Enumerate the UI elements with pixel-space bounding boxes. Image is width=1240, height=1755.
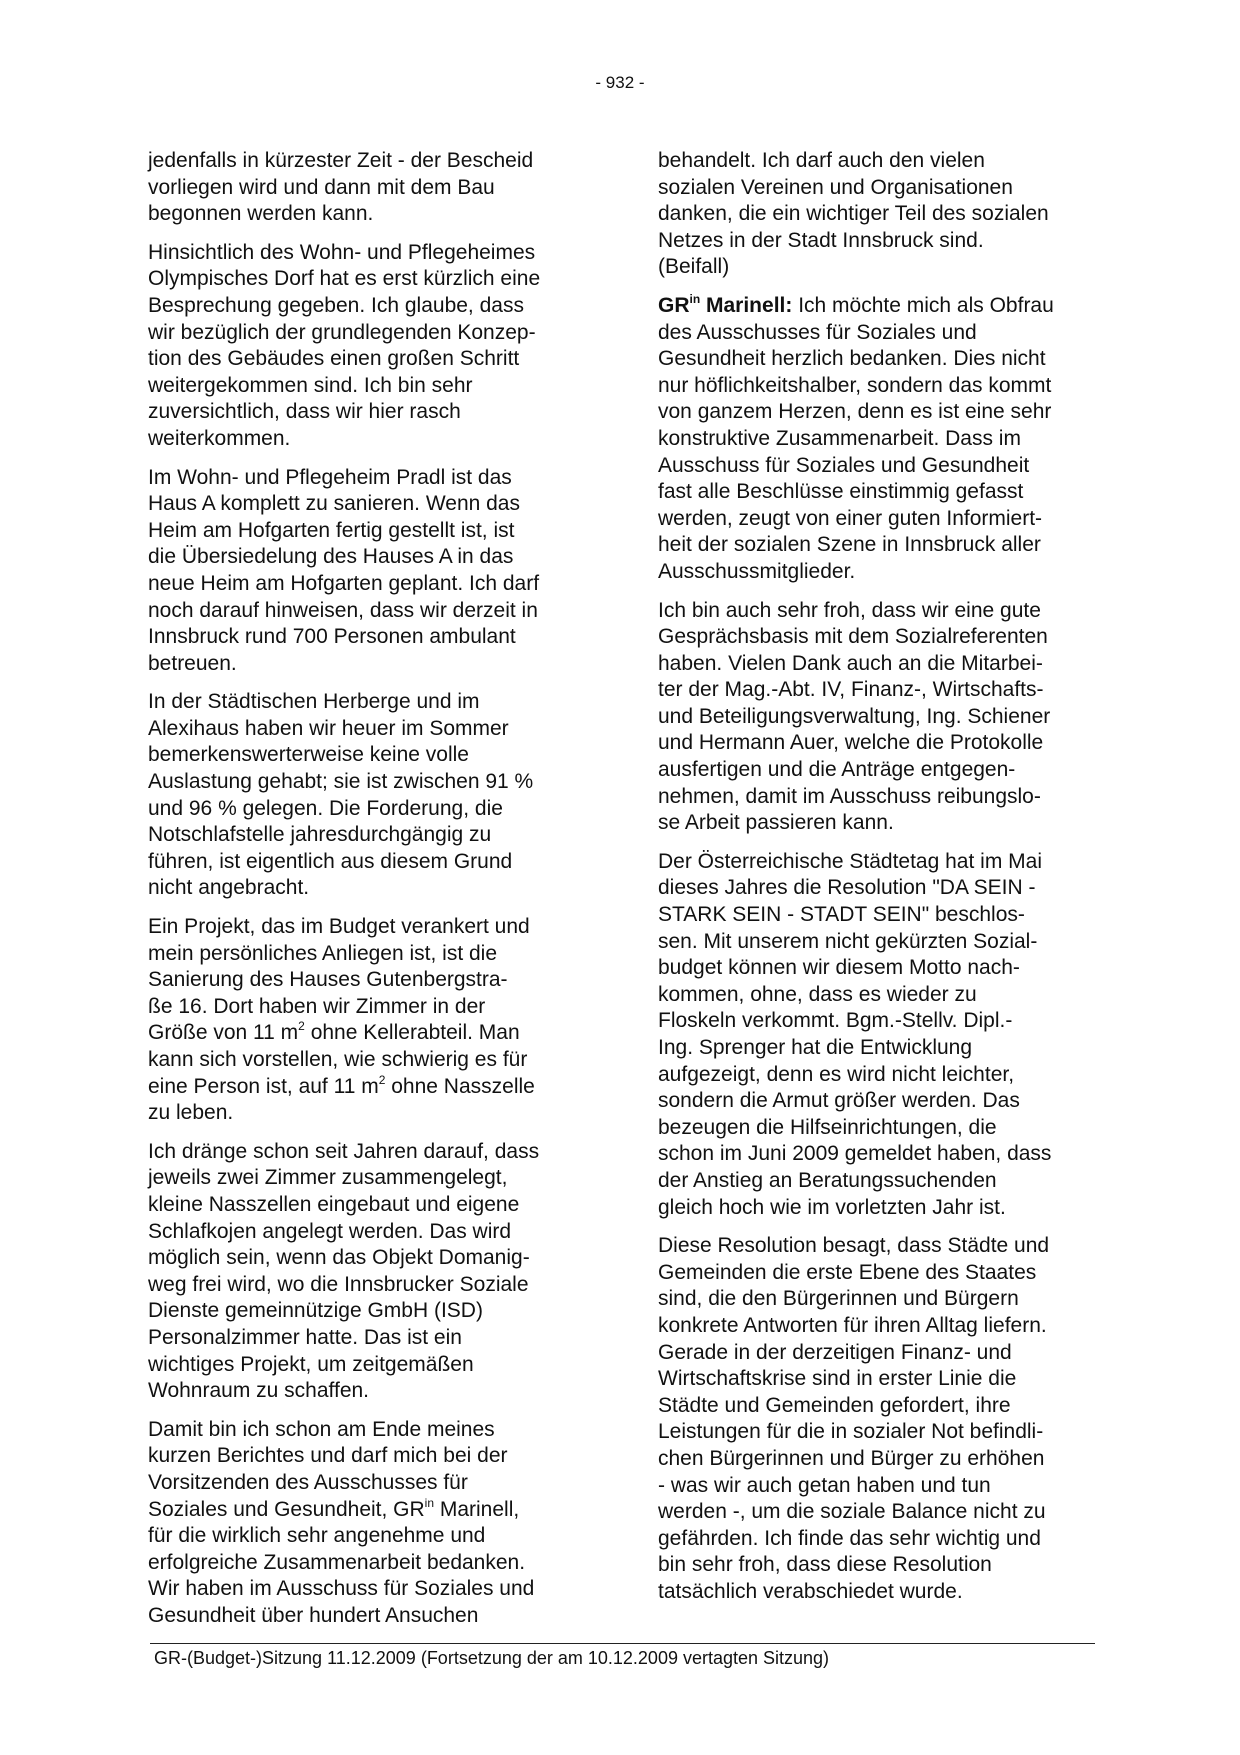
text-line [658, 293, 1090, 320]
text-line: vorliegen wird und dann mit dem Bau [148, 175, 495, 199]
text-line: und 96 % gelegen. Die Forderung, die [148, 796, 503, 820]
text-line: zuversichtlich, dass wir hier rasch [148, 400, 461, 424]
text-line: Hinsichtlich des Wohn- und Pflegeheimes [148, 240, 536, 264]
text-line: weg frei wird, wo die Innsbrucker Soziale [148, 1272, 529, 1296]
text-line: weiterkommen. [148, 426, 291, 450]
superscript: in [689, 291, 701, 306]
text-line: sen. Mit unserem nicht gekürzten Sozial- [658, 929, 1038, 953]
text-line: noch darauf hinweisen, dass wir derzeit in [148, 598, 538, 622]
text-fragment: ohne Nasszelle [385, 1074, 535, 1098]
page-number: - 932 - [595, 73, 645, 92]
text-line: bezeugen die Hilfseinrichtungen, die [658, 1115, 997, 1139]
paragraph [148, 148, 580, 228]
text-line: budget können wir diesem Motto nach- [658, 956, 1020, 980]
paragraph [148, 689, 580, 902]
speaker-name [658, 291, 793, 317]
superscript: 2 [378, 1072, 386, 1087]
text-line: Ausschuss für Soziales und Gesundheit [658, 453, 1030, 477]
text-line: Diese Resolution besagt, dass Städte und [658, 1234, 1050, 1258]
text-line: heit der sozialen Szene in Innsbruck aller [658, 533, 1041, 557]
text-fragment: ohne Kellerabteil. Man [304, 1021, 520, 1045]
text-line: jedenfalls in kürzester Zeit - der Bescheid [148, 149, 534, 172]
text-line: Auslastung gehabt; sie ist zwischen 91 % [148, 770, 534, 794]
paragraph [658, 1233, 1090, 1605]
text-line: Floskeln verkommt. Bgm.-Stellv. Dipl.- [658, 1009, 1013, 1033]
text-line: sondern die Armut größer werden. Das [658, 1089, 1020, 1113]
text-line: In der Städtischen Herberge und im [148, 690, 480, 714]
text-line: nur höflichkeitshalber, sondern das kommt [658, 373, 1052, 397]
left-column [148, 148, 580, 1641]
text-line: haben. Vielen Dank auch an die Mitarbei- [658, 651, 1043, 675]
text-line: Notschlafstelle jahresdurchgängig zu [148, 823, 492, 847]
text-line: Wirtschaftskrise sind in erster Linie die [658, 1367, 1017, 1391]
text-line: Vorsitzenden des Ausschusses für [148, 1470, 468, 1494]
text-line: konkrete Antworten für ihren Alltag liefern. [658, 1313, 1047, 1337]
text-line: nicht angebracht. [148, 876, 310, 900]
text-line: kurzen Berichtes und darf mich bei der [148, 1444, 508, 1468]
text-line: Haus A komplett zu sanieren. Wenn das [148, 492, 520, 516]
text-line: Ein Projekt, das im Budget verankert und [148, 915, 530, 939]
text-line: tatsächlich verabschiedet wurde. [658, 1579, 963, 1603]
text-line: zu leben. [148, 1101, 234, 1125]
text-line [148, 1020, 580, 1047]
footer: GR-(Budget-)Sitzung 11.12.2009 (Fortsetzung der am 10.12.2009 vertagten Sitzung) [154, 1648, 830, 1668]
text-line: sind, die den Bürgerinnen und Bürgern [658, 1287, 1019, 1311]
paragraph [658, 849, 1090, 1221]
paragraph [148, 465, 580, 678]
text-line: STARK SEIN - STADT SEIN" beschlos- [658, 903, 1025, 927]
text-line: schon im Juni 2009 gemeldet haben, dass [658, 1142, 1052, 1166]
text-line [148, 1074, 580, 1101]
text-line: Dienste gemeinnützige GmbH (ISD) [148, 1299, 483, 1323]
text-line: Im Wohn- und Pflegeheim Pradl ist das [148, 465, 512, 489]
text-fragment: Größe von 11 m [148, 1021, 299, 1045]
text-line: neue Heim am Hofgarten geplant. Ich darf [148, 571, 540, 595]
text-fragment: GR [658, 293, 690, 317]
text-line: gefährden. Ich finde das sehr wichtig und [658, 1526, 1041, 1550]
text-fragment: Marinell: [700, 293, 793, 317]
text-line: ter der Mag.-Abt. IV, Finanz-, Wirtschafts- [658, 678, 1044, 702]
text-line: behandelt. Ich darf auch den vielen [658, 149, 985, 172]
text-line: und Hermann Auer, welche die Protokolle [658, 731, 1044, 755]
footer-divider [150, 1643, 1095, 1644]
paragraph [148, 240, 580, 453]
text-line: kleine Nasszellen eingebaut und eigene [148, 1192, 520, 1216]
text-line: weitergekommen sind. Ich bin sehr [148, 373, 473, 397]
text-line [148, 1497, 580, 1524]
text-line: bin sehr froh, dass diese Resolution [658, 1553, 992, 1577]
text-line: Ausschussmitglieder. [658, 559, 856, 583]
text-line: wichtiges Projekt, um zeitgemäßen [148, 1352, 474, 1376]
text-line: tion des Gebäudes einen großen Schritt [148, 347, 520, 371]
paragraph [148, 914, 580, 1127]
text-line: konstruktive Zusammenarbeit. Dass im [658, 426, 1021, 450]
text-line: Ich dränge schon seit Jahren darauf, dass [148, 1139, 540, 1163]
text-fragment: eine Person ist, auf 11 m [148, 1074, 379, 1098]
text-line: Gemeinden die erste Ebene des Staates [658, 1260, 1037, 1284]
text-line: Wohnraum zu schaffen. [148, 1379, 370, 1403]
superscript: 2 [298, 1019, 305, 1034]
paragraph [658, 598, 1090, 837]
text-line: ße 16. Dort haben wir Zimmer in der [148, 994, 486, 1018]
text-line: Der Österreichische Städtetag hat im Mai [658, 849, 1042, 873]
text-fragment: Soziales und Gesundheit, GR [148, 1497, 425, 1521]
text-line: mein persönliches Anliegen ist, ist die [148, 941, 498, 965]
text-line: Schlafkojen angelegt werden. Das wird [148, 1219, 512, 1243]
text-line: des Ausschusses für Soziales und [658, 320, 977, 344]
text-line: von ganzem Herzen, denn es ist eine sehr [658, 400, 1052, 424]
text-line: gleich hoch wie im vorletzten Jahr ist. [658, 1195, 1006, 1219]
paragraph [148, 1139, 580, 1405]
text-line: (Beifall) [658, 255, 730, 279]
text-line: kommen, ohne, dass es wieder zu [658, 982, 977, 1006]
text-line: Gesundheit über hundert Ansuchen [148, 1603, 479, 1627]
text-line: Olympisches Dorf hat es erst kürzlich eine [148, 267, 541, 291]
text-fragment: Marinell, [434, 1497, 520, 1521]
text-line: werden, zeugt von einer guten Informiert- [658, 506, 1043, 530]
text-line: betreuen. [148, 651, 237, 675]
text-line: aufgezeigt, denn es wird nicht leichter, [658, 1062, 1015, 1086]
text-line: erfolgreiche Zusammenarbeit bedanken. [148, 1550, 526, 1574]
text-line: möglich sein, wenn das Objekt Domanig- [148, 1246, 530, 1270]
superscript: in [424, 1495, 435, 1510]
text-line: die Übersiedelung des Hauses A in das [148, 545, 514, 569]
text-line: begonnen werden kann. [148, 202, 374, 226]
text-line: Gerade in der derzeitigen Finanz- und [658, 1340, 1012, 1364]
text-line: der Anstieg an Beratungssuchenden [658, 1168, 997, 1192]
text-line: Netzes in der Stadt Innsbruck sind. [658, 228, 984, 252]
text-line: Personalzimmer hatte. Das ist ein [148, 1325, 462, 1349]
paragraph [148, 1417, 580, 1630]
text-line: nehmen, damit im Ausschuss reibungslo- [658, 784, 1041, 808]
text-line: sozialen Vereinen und Organisationen [658, 175, 1013, 199]
text-fragment: Ich möchte mich als Obfrau [792, 293, 1054, 317]
text-line: Ich bin auch sehr froh, dass wir eine gute [658, 598, 1041, 622]
text-line: für die wirklich sehr angenehme und [148, 1524, 486, 1548]
text-line: führen, ist eigentlich aus diesem Grund [148, 849, 513, 873]
text-line: Innsbruck rund 700 Personen ambulant [148, 625, 516, 649]
right-column [658, 148, 1090, 1617]
text-line: fast alle Beschlüsse einstimmig gefasst [658, 480, 1024, 504]
text-line: kann sich vorstellen, wie schwierig es für [148, 1048, 528, 1071]
text-line: ausfertigen und die Anträge entgegen- [658, 758, 1016, 782]
text-line: Gesprächsbasis mit dem Sozialreferenten [658, 625, 1048, 649]
text-line: Sanierung des Hauses Gutenbergstra- [148, 968, 508, 992]
text-line: Leistungen für die in sozialer Not befindli- [658, 1420, 1044, 1444]
text-line: jeweils zwei Zimmer zusammengelegt, [148, 1166, 508, 1190]
paragraph [658, 293, 1090, 586]
text-line: und Beteiligungsverwaltung, Ing. Schiener [658, 704, 1051, 728]
text-line: bemerkenswerterweise keine volle [148, 743, 469, 767]
text-line: Ing. Sprenger hat die Entwicklung [658, 1036, 973, 1059]
text-line: Heim am Hofgarten fertig gestellt ist, ist [148, 518, 515, 542]
text-line: Alexihaus haben wir heuer im Sommer [148, 716, 509, 740]
text-line: dieses Jahres die Resolution "DA SEIN - [658, 876, 1036, 900]
text-line: chen Bürgerinnen und Bürger zu erhöhen [658, 1446, 1045, 1470]
text-line: - was wir auch getan haben und tun [658, 1473, 991, 1497]
text-line: werden -, um die soziale Balance nicht zu [658, 1500, 1046, 1524]
paragraph [658, 148, 1090, 281]
text-line: Städte und Gemeinden gefordert, ihre [658, 1393, 1011, 1417]
text-line: Wir haben im Ausschuss für Soziales und [148, 1577, 535, 1601]
text-line: se Arbeit passieren kann. [658, 811, 894, 835]
text-line: Besprechung gegeben. Ich glaube, dass [148, 293, 524, 317]
text-line: danken, die ein wichtiger Teil des sozialen [658, 202, 1049, 226]
text-line: Damit bin ich schon am Ende meines [148, 1417, 495, 1441]
text-line: Gesundheit herzlich bedanken. Dies nicht [658, 347, 1046, 371]
text-line: wir bezüglich der grundlegenden Konzep- [148, 320, 536, 344]
